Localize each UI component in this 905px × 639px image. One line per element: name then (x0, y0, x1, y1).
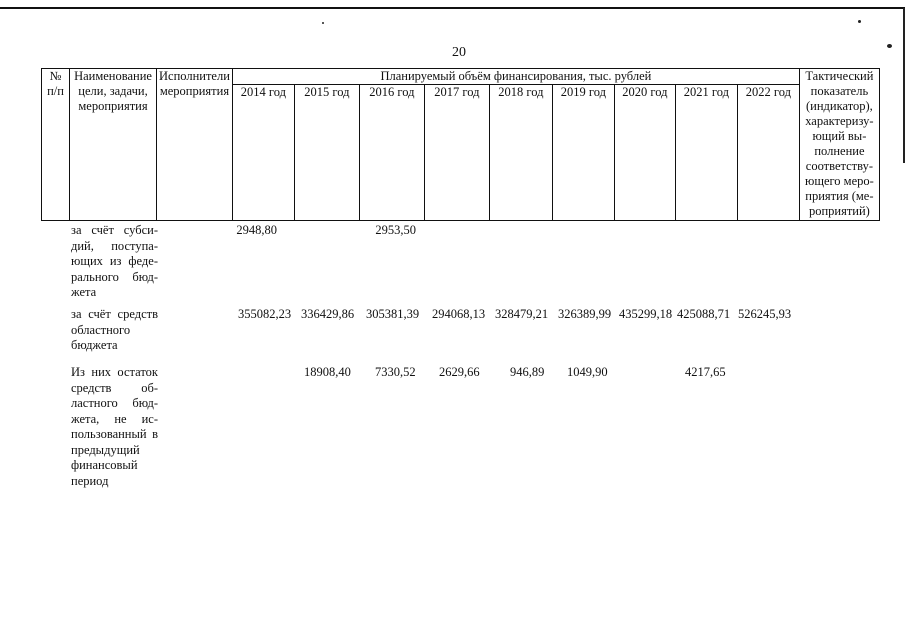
value-2014: 2948,80 (236, 223, 277, 237)
row-label: за счёт субси-дий, поступа-ющих из феде-рального бюд-жета (71, 223, 158, 299)
header-year: 2020 год (614, 85, 675, 221)
scan-speck (322, 22, 324, 24)
value-2021: 425088,71 (677, 307, 731, 321)
header-name: Наименование цели, задачи, мероприятия (70, 69, 157, 221)
value-2019: 1049,90 (567, 365, 608, 379)
value-2021: 4217,65 (685, 365, 726, 379)
header-year: 2017 год (424, 85, 489, 221)
header-year: 2016 год (359, 85, 424, 221)
row-label: Из них остаток средств об-ластного бюд-жета, не ис-пользованный в предыдущий финансовый период (71, 365, 158, 488)
value-2018: 328479,21 (495, 307, 549, 321)
row-label: за счёт средств областного бюджета (71, 307, 158, 352)
value-2016: 305381,39 (366, 307, 420, 321)
header-year: 2015 год (294, 85, 359, 221)
header-year: 2014 год (232, 85, 294, 221)
value-2020: 435299,18 (619, 307, 673, 321)
value-2015: 336429,86 (301, 307, 355, 321)
value-2017: 2629,66 (439, 365, 480, 379)
value-2014: 355082,23 (238, 307, 292, 321)
funding-table-header (41, 68, 880, 221)
value-2018: 946,89 (510, 365, 545, 379)
header-year: 2021 год (675, 85, 737, 221)
value-2022: 526245,93 (738, 307, 792, 321)
value-2016: 2953,50 (375, 223, 416, 237)
scan-speck (887, 44, 892, 48)
page-number: 20 (452, 45, 466, 60)
top-border-line (0, 7, 905, 9)
header-funding: Планируемый объём финансирования, тыс. рублей (232, 69, 799, 85)
value-2016: 7330,52 (375, 365, 416, 379)
value-2015: 18908,40 (304, 365, 351, 379)
scan-speck (858, 20, 861, 23)
header-year: 2022 год (737, 85, 799, 221)
header-year: 2019 год (552, 85, 614, 221)
value-2017: 294068,13 (432, 307, 486, 321)
value-2019: 326389,99 (558, 307, 612, 321)
header-number: № п/п (42, 69, 70, 221)
header-indicator: Тактический показатель (индикатор), характеризу-ющий вы-полнение соответству-ющего меро-приятия (ме-роприятий) (799, 69, 879, 221)
header-year: 2018 год (489, 85, 552, 221)
header-executors: Исполнители мероприятия (157, 69, 233, 221)
